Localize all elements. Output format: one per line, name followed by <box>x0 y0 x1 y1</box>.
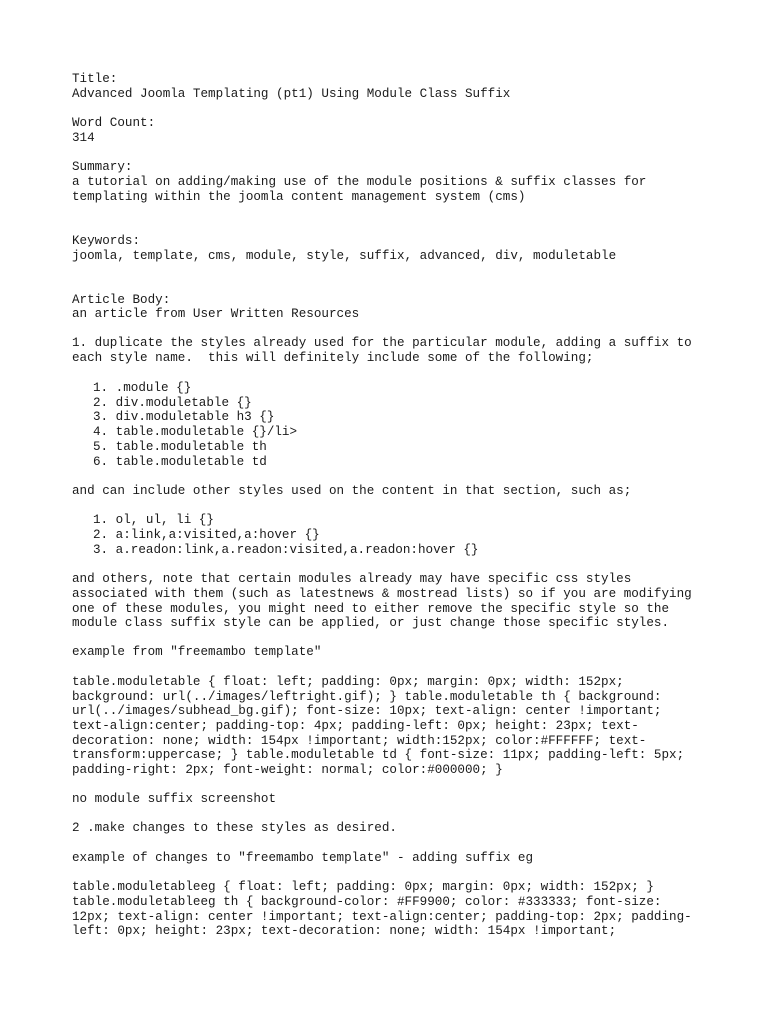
code-line: table.moduletable { float: left; padding: 0px; margin: 0px; width: 152px; <box>72 675 624 689</box>
summary-line: templating within the joomla content management system (cms) <box>72 190 526 204</box>
keywords-label: Keywords: <box>72 234 141 248</box>
other-styles-line: and can include other styles used on the content in that section, such as; <box>72 484 632 498</box>
step-1-line: each style name. this will definitely include some of the following; <box>72 351 594 365</box>
code-line: 12px; text-align: center !important; text-align:center; padding-top: 2px; padding- <box>72 910 692 924</box>
list-item: 5. table.moduletable th <box>93 440 267 454</box>
code-line: background: url(../images/leftright.gif); } table.moduletable th { background: <box>72 690 662 704</box>
article-intro: an article from User Written Resources <box>72 307 360 321</box>
step-2-line: 2 .make changes to these styles as desired. <box>72 821 397 835</box>
list-item: 2. a:link,a:visited,a:hover {} <box>93 528 320 542</box>
article-body-label: Article Body: <box>72 293 171 307</box>
example-2-label: example of changes to "freemambo template" - adding suffix eg <box>72 851 534 865</box>
list-item: 1. ol, ul, li {} <box>93 513 214 527</box>
code-line: table.moduletableeg { float: left; padding: 0px; margin: 0px; width: 152px; } <box>72 880 654 894</box>
note-line: associated with them (such as latestnews & mostread lists) so if you are modifying <box>72 587 692 601</box>
note-line: module class suffix style can be applied, or just change those specific styles. <box>72 616 670 630</box>
code-line: text-align:center; padding-top: 4px; padding-left: 0px; height: 23px; text- <box>72 719 639 733</box>
example-1-label: example from "freemambo template" <box>72 645 322 659</box>
list-item: 4. table.moduletable {}/li> <box>93 425 298 439</box>
code-line: decoration: none; width: 154px !important; width:152px; color:#FFFFFF; text- <box>72 734 647 748</box>
title-label: Title: <box>72 72 118 86</box>
code-line: table.moduletableeg th { background-color: #FF9900; color: #333333; font-size: <box>72 895 662 909</box>
list-item: 1. .module {} <box>93 381 192 395</box>
summary-line: a tutorial on adding/making use of the module positions & suffix classes for <box>72 175 647 189</box>
list-item: 2. div.moduletable {} <box>93 396 252 410</box>
code-line: transform:uppercase; } table.moduletable td { font-size: 11px; padding-left: 5px; <box>72 748 685 762</box>
screenshot-note: no module suffix screenshot <box>72 792 277 806</box>
note-line: one of these modules, you might need to either remove the specific style so the <box>72 602 670 616</box>
code-line: url(../images/subhead_bg.gif); font-size: 10px; text-align: center !important; <box>72 704 662 718</box>
word-count-value: 314 <box>72 131 95 145</box>
list-item: 6. table.moduletable td <box>93 455 267 469</box>
word-count-label: Word Count: <box>72 116 156 130</box>
summary-label: Summary: <box>72 160 133 174</box>
list-item: 3. a.readon:link,a.readon:visited,a.readon:hover {} <box>93 543 479 557</box>
keywords-text: joomla, template, cms, module, style, suffix, advanced, div, moduletable <box>72 249 617 263</box>
list-item: 3. div.moduletable h3 {} <box>93 410 275 424</box>
title-text: Advanced Joomla Templating (pt1) Using Module Class Suffix <box>72 87 511 101</box>
note-line: and others, note that certain modules already may have specific css styles <box>72 572 632 586</box>
code-line: padding-right: 2px; font-weight: normal; color:#000000; } <box>72 763 503 777</box>
code-line: left: 0px; height: 23px; text-decoration: none; width: 154px !important; <box>72 924 617 938</box>
step-1-line: 1. duplicate the styles already used for the particular module, adding a suffix to <box>72 336 692 350</box>
